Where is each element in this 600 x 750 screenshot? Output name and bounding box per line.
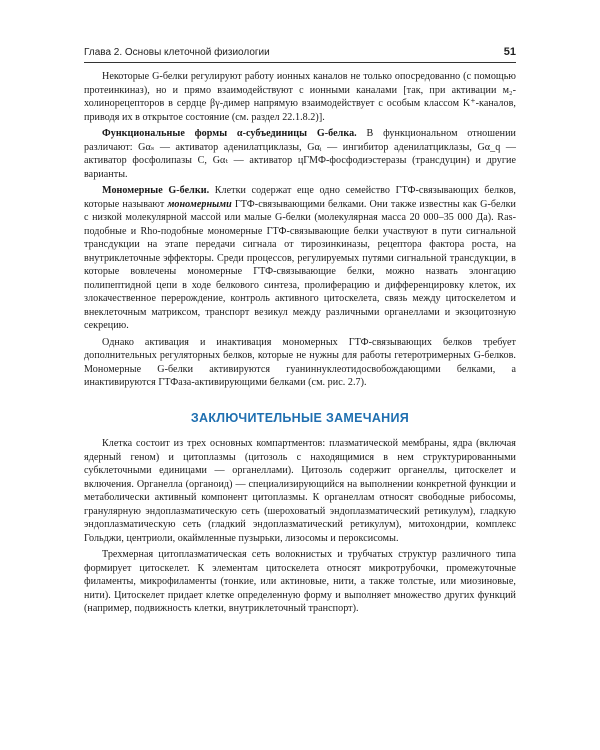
- header-rule: [84, 62, 516, 63]
- paragraph-text: В функциональном отношении различают: Gαₛ — активатор аденилатциклазы, Gαᵢ — ингибитор аденилатциклазы, Gα_q — активатор фосфолипазы C, Gαₜ — активатор цГМФ-фосфодиэстеразы (трансдуцин) и другие варианты.: [84, 128, 516, 180]
- paragraph-cytoskeleton: Трехмерная цитоплазматическая сеть волокнистых и трубчатых структур различного типа формирует цитоскелет. К элементам цитоскелета относят микротрубочки, промежуточные филаменты, микрофиламенты (тонкие, или актиновые, нити, а также толстые, или миозиновые, нити). Цитоскелет придает клетке определенную форму и выполняет множество других функций (например, подвижность клетки, внутриклеточный транспорт).: [84, 549, 516, 614]
- paragraph-ion-channels: Некоторые G-белки регулируют работу ионных каналов не только опосредованно (с помощью протеинкиназ), но и прямо взаимодействуют с ионными каналами [так, при активации м₂-холинорецепторов в сердце βγ-димер напрямую взаимодействует с особым классом K⁺-каналов, приводя их в открытое состояние (см. раздел 22.1.8.2)].: [84, 71, 516, 123]
- paragraph-lead: Функциональные формы α-субъединицы G-белка.: [102, 128, 357, 139]
- emphasis-term: мономерными: [167, 198, 232, 210]
- chapter-title: Глава 2. Основы клеточной физиологии: [84, 47, 270, 58]
- page-number: 51: [503, 46, 516, 58]
- running-header: [84, 46, 516, 58]
- paragraph-text: ГТФ-связывающими белками. Они также известны как G-белки с низкой молекулярной массой или малые G-белки (молекулярная масса 20 000–35 000 Да). Ras-подобные и Rho-подобные мономерные ГТФ-связывающие белки участвуют в пути сигнальной трансдукции на этапе передачи сигнала от тирозинкиназы, рецептора фактора роста, на внутриклеточные эффекторы. Среди процессов, регулируемых путями сигнальной трансдукции, в которые вовлечены мономерные ГТФ-связывающие белки, можно назвать элонгацию полипептидной цепи в ходе белкового синтеза, пролиферацию и дифференцировку клеток, их злокачественное перерождение, контроль активного цитоскелета, связь между цитоскелетом и внеклеточным матриксом, транспорт везикул между различными органеллами и экзоцитозную секрецию.: [84, 198, 516, 331]
- paragraph-activation: Однако активация и инактивация мономерных ГТФ-связывающих белков требует дополнительных регуляторных белков, которые не нужны для работы гетеротримерных G-белков. Мономерные G-белки активируются гуаниннуклеотидосвобождающими белками, а инактивируются ГТФаза-активирующими белками (см. рис. 2.7).: [84, 336, 516, 388]
- paragraph-text: Клетки содержат еще одно семейство ГТФ-связывающих белков, которые называют: [84, 185, 517, 210]
- paragraph-alpha-subunit: [84, 127, 516, 181]
- section-heading: ЗАКЛЮЧИТЕЛЬНЫЕ ЗАМЕЧАНИЯ: [190, 410, 410, 425]
- paragraph-monomeric-g-proteins: [84, 184, 516, 333]
- page-body: [84, 70, 516, 619]
- paragraph-lead: Мономерные G-белки.: [102, 185, 210, 196]
- paragraph-cell-compartments: Клетка состоит из трех основных компартментов: плазматической мембраны, ядра (включая ядерный геном) и цитоплазмы (цитозоль с находящимися в нем структурированными субклеточными единицами — органеллами). Цитозоль содержит органеллы, цитоскелет и включения. Органелла (органоид) — специализирующийся на выполнении конкретной функции и метаболически активный компонент цитоплазмы. К органеллам относят свободные рибосомы, гранулярную эндоплазматическую сеть (шероховатый эндоплазматический ретикулум), гладкую эндоплазматическую сеть (гладкий эндоплазматический ретикулум), митохондрии, комплекс Гольджи, центриоли, окаймленные пузырьки, лизосомы и пероксисомы.: [84, 438, 516, 544]
